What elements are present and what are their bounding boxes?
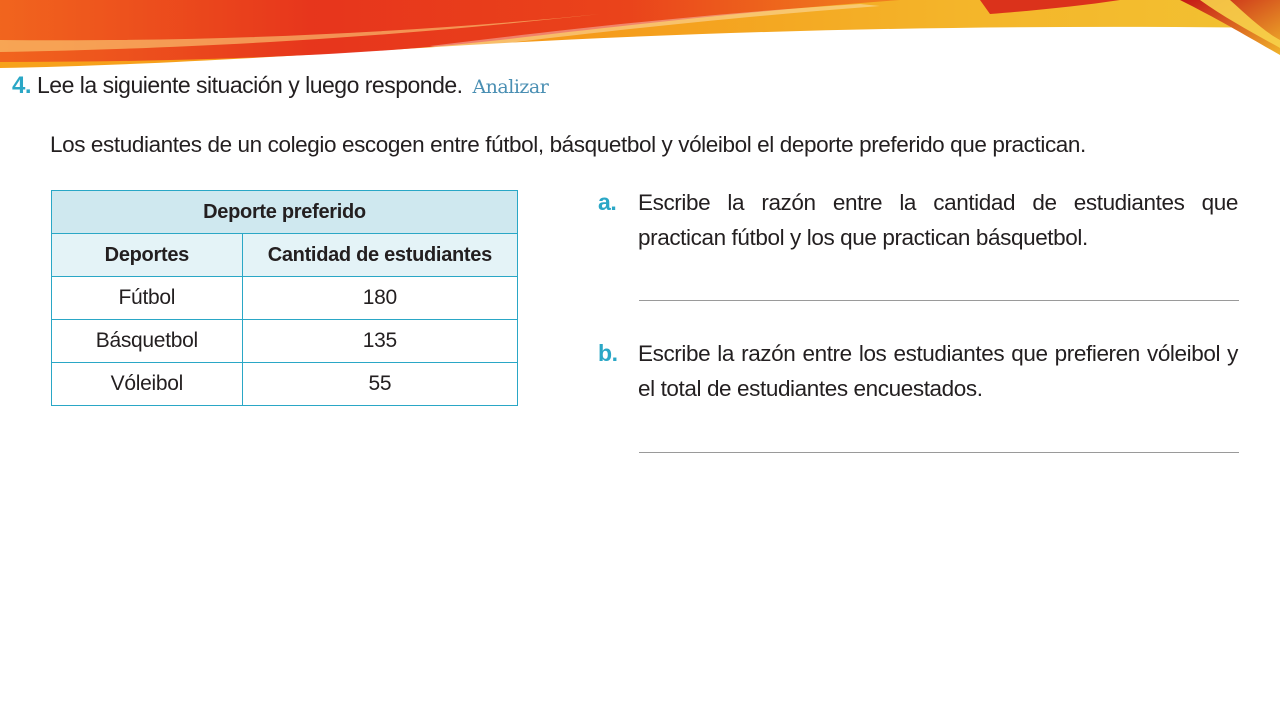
table-row (52, 363, 518, 406)
sport-cell: Vóleibol (52, 363, 243, 406)
table-row (52, 320, 518, 363)
question-item-b (598, 336, 1238, 406)
decorative-banner (0, 0, 1280, 75)
question-instruction: Lee la siguiente situación y luego responde. (37, 72, 463, 98)
column-header-count: Cantidad de estudiantes (242, 234, 517, 277)
item-text-a: Escribe la razón entre la cantidad de estudiantes que practican fútbol y los que practican básquetbol. (638, 190, 1238, 250)
question-header (12, 70, 548, 102)
sport-cell: Fútbol (52, 277, 243, 320)
count-cell: 55 (242, 363, 517, 406)
item-letter-a: a. (598, 189, 617, 215)
question-number: 4. (12, 72, 32, 99)
intro-paragraph: Los estudiantes de un colegio escogen entre fútbol, básquetbol y vóleibol el deporte preferido que practican. (50, 132, 1086, 157)
column-header-sports: Deportes (52, 234, 243, 277)
skill-tag: Analizar (472, 76, 549, 98)
table-row (52, 277, 518, 320)
answer-line-b[interactable] (639, 452, 1239, 453)
item-text-b: Escribe la razón entre los estudiantes que prefieren vóleibol y el total de estudiantes encuestados. (638, 341, 1238, 401)
answer-line-a[interactable] (639, 300, 1239, 301)
count-cell: 180 (242, 277, 517, 320)
favorite-sport-table (51, 190, 518, 406)
count-cell: 135 (242, 320, 517, 363)
question-item-a (598, 185, 1238, 255)
sport-cell: Básquetbol (52, 320, 243, 363)
table-title: Deporte preferido (52, 191, 518, 234)
item-letter-b: b. (598, 340, 618, 366)
